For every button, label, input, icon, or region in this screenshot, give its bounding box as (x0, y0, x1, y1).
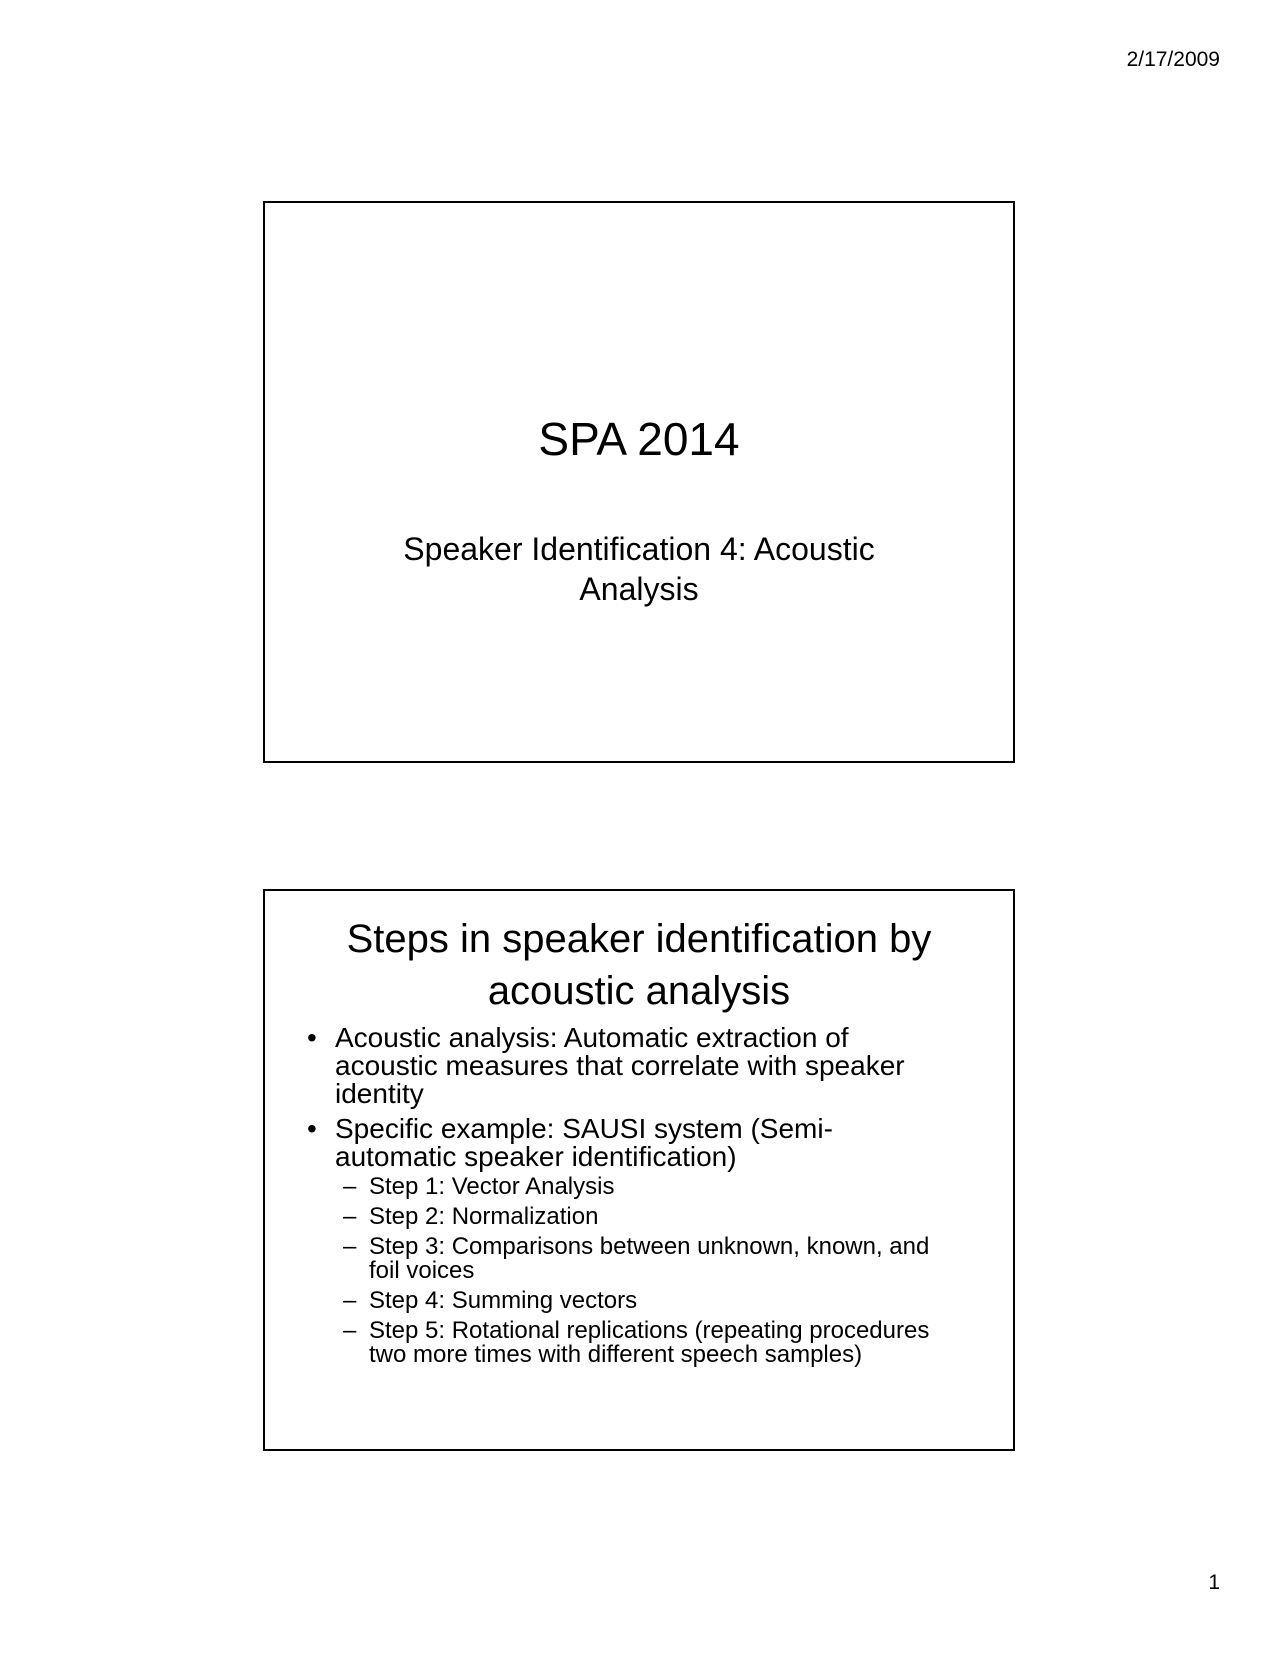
sub-bullet-item (339, 1205, 985, 1229)
sub-bullet-item (339, 1235, 985, 1283)
sub-bullet-marker: – (343, 1317, 357, 1344)
sub-bullet-text-line: Step 5: Rotational replications (repeating procedures (369, 1317, 930, 1344)
slide-2-title-line: Steps in speaker identification by (346, 917, 932, 961)
sub-bullet-item (339, 1319, 985, 1367)
sub-bullet-text-line: two more times with different speech samples) (369, 1341, 863, 1368)
sub-bullet-text-line: Step 4: Summing vectors (369, 1287, 638, 1314)
sub-bullet-marker: – (343, 1173, 357, 1200)
bullet-marker: • (307, 1113, 317, 1144)
bullet-text-line: Acoustic analysis: Automatic extraction of (335, 1022, 849, 1053)
slide-2-title-line: acoustic analysis (487, 969, 791, 1013)
slide-1-subtitle (265, 529, 1013, 609)
sub-bullet-text-line: foil voices (369, 1257, 475, 1284)
sub-bullet-marker: – (343, 1287, 357, 1314)
slide-1-subtitle-line: Analysis (579, 571, 699, 607)
page-date: 2/17/2009 (1126, 48, 1220, 71)
bullet-item (305, 1024, 985, 1108)
sub-bullet-text-line: Step 3: Comparisons between unknown, known, and (369, 1233, 930, 1260)
sub-bullet-list (335, 1175, 985, 1367)
slide-title-card (263, 201, 1015, 763)
bullet-text-line: automatic speaker identification) (335, 1141, 737, 1172)
bullet-text-line: Specific example: SAUSI system (Semi- (335, 1113, 833, 1144)
slide-1-title: SPA 2014 (538, 413, 740, 465)
sub-bullet-marker: – (343, 1203, 357, 1230)
bullet-text-line: acoustic measures that correlate with speaker (335, 1050, 905, 1081)
slide-2-title (265, 913, 1013, 1017)
sub-bullet-text-line: Step 2: Normalization (369, 1203, 599, 1230)
sub-bullet-text-line: Step 1: Vector Analysis (369, 1173, 615, 1200)
sub-bullet-item (339, 1289, 985, 1313)
sub-bullet-item (339, 1175, 985, 1199)
bullet-item (305, 1115, 985, 1367)
bullet-list (305, 1024, 985, 1374)
page-number: 1 (1208, 1571, 1220, 1594)
slide-1-subtitle-line: Speaker Identification 4: Acoustic (403, 531, 875, 567)
bullet-marker: • (307, 1022, 317, 1053)
bullet-text-line: identity (335, 1078, 424, 1109)
slide-steps (263, 889, 1015, 1451)
sub-bullet-marker: – (343, 1233, 357, 1260)
